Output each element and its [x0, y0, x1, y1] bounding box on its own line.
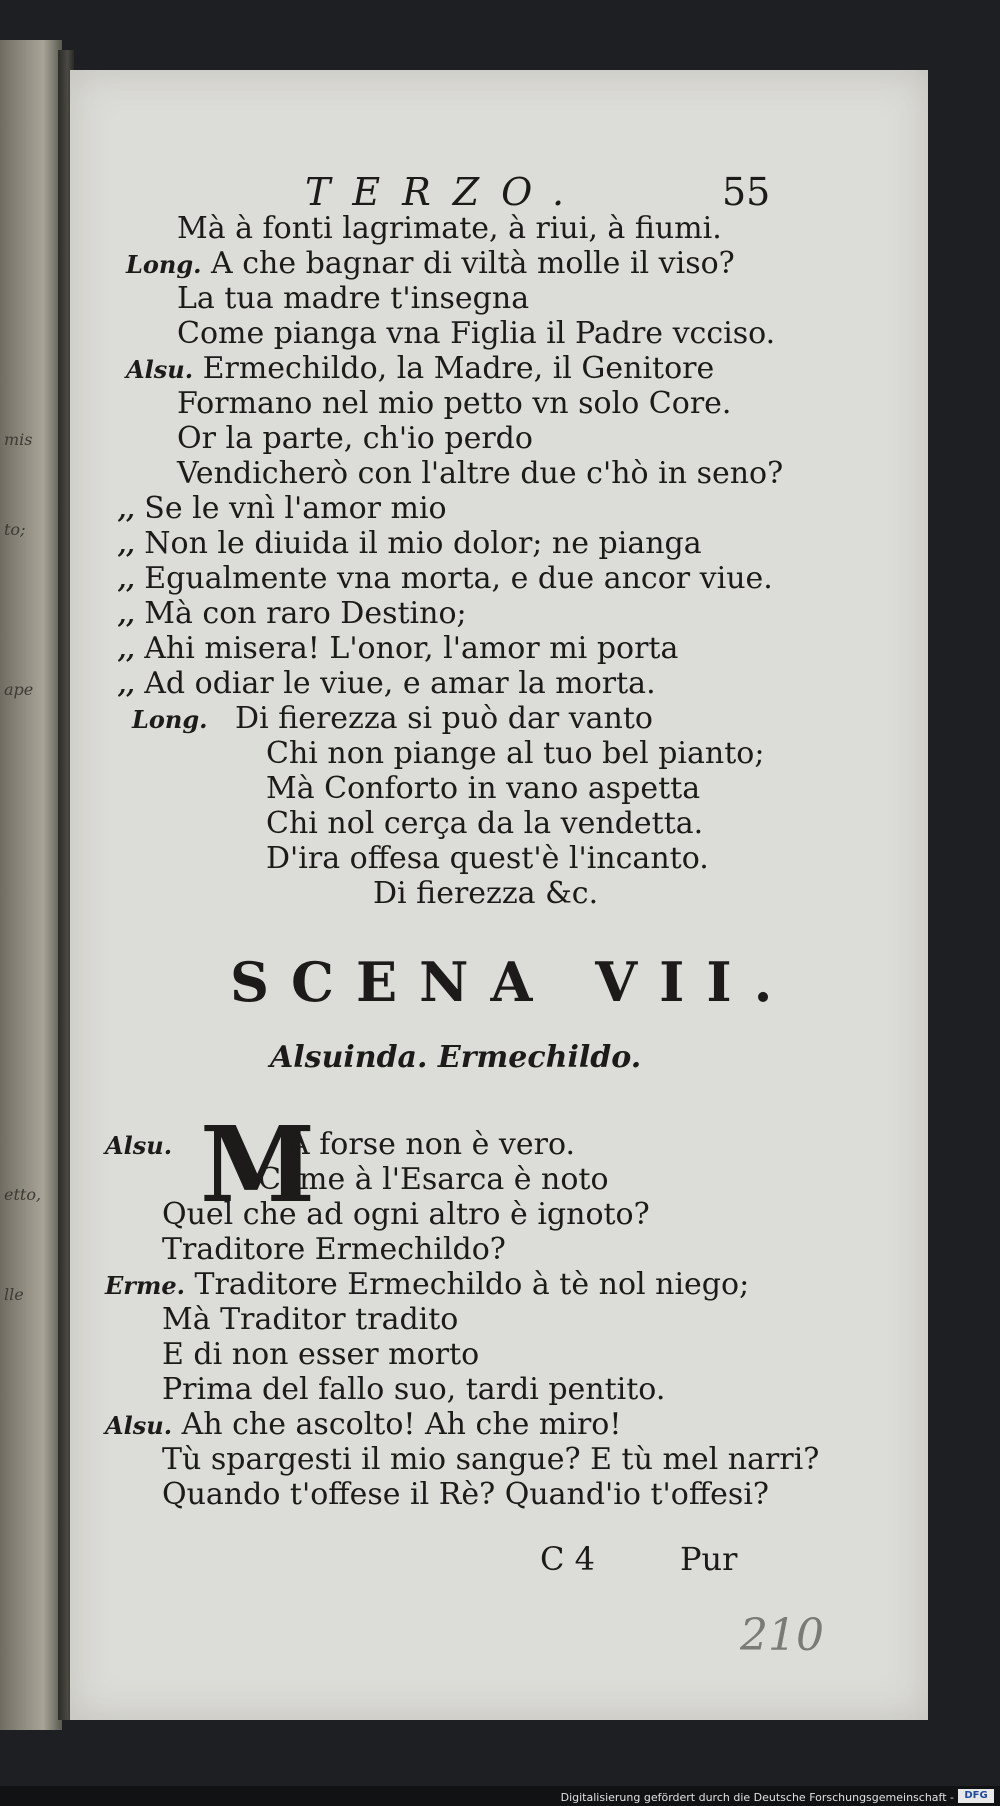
quotation-marker: ,, [118, 670, 135, 699]
digitization-credit: Digitalisierung gefördert durch die Deutsche Forschungsgemeinschaft - [560, 1791, 954, 1804]
verse-text: Ah che ascolto! Ah che miro! [181, 1407, 622, 1442]
verse-text: Mà à fonti lagrimate, à riui, à fiumi. [177, 211, 722, 246]
verse-text: Se le vnì l'amor mio [144, 491, 447, 526]
verse-line [105, 1408, 621, 1443]
verse-line [258, 1163, 609, 1197]
verse-text: Traditore Ermechildo à tè nol niego; [194, 1267, 750, 1302]
aria-line [266, 772, 700, 806]
verse-line [162, 1303, 458, 1337]
aria-line [266, 737, 764, 771]
verse-text: Traditore Ermechildo? [162, 1232, 506, 1267]
verse-text: Di fierezza si può dar vanto [235, 701, 653, 736]
verse-line [162, 1443, 819, 1477]
verse-text: Mà Traditor tradito [162, 1302, 459, 1337]
facing-page-fragment: ape [4, 680, 34, 699]
aria-line [373, 877, 598, 911]
quoted-verse-line [118, 667, 656, 702]
verse-line [177, 282, 529, 316]
quoted-verse-line [118, 492, 447, 527]
verse-line [288, 1128, 575, 1162]
dfg-logo: DFG [958, 1789, 994, 1803]
verse-text: Come pianga vna Figlia il Padre vcciso. [177, 316, 776, 351]
verse-text: Ad odiar le viue, e amar la morta. [144, 666, 656, 701]
speaker-label: Erme. [105, 1271, 185, 1300]
page-text [70, 70, 928, 1720]
page-number: 55 [722, 170, 771, 214]
verse-line [162, 1338, 479, 1372]
verse-text: Or la parte, ch'io perdo [177, 421, 533, 456]
facing-page-fragment: etto, [4, 1185, 42, 1204]
speaker-label: Long. [132, 705, 208, 734]
quoted-verse-line [118, 562, 773, 597]
verse-text: Tù spargesti il mio sangue? E tù mel narri? [162, 1442, 820, 1477]
verse-text: La tua madre t'insegna [177, 281, 530, 316]
verse-text: Egualmente vna morta, e due ancor viue. [144, 561, 773, 596]
verse-text: Di fierezza &c. [373, 876, 599, 911]
verse-text: Prima del fallo suo, tardi pentito. [162, 1372, 666, 1407]
quotation-marker: ,, [118, 495, 135, 524]
verse-text: Formano nel mio petto vn solo Core. [177, 386, 732, 421]
verse-text: Chi non piange al tuo bel pianto; [266, 736, 765, 771]
verse-line [177, 212, 722, 246]
facing-page-text [4, 40, 54, 1730]
verse-line [126, 247, 735, 282]
verse-line [105, 1128, 172, 1163]
quoted-verse-line [118, 597, 467, 632]
speaker-label: Alsu. [126, 355, 194, 384]
scene-cast: Alsuinda. Ermechildo. [270, 1040, 642, 1075]
verse-text: A forse non è vero. [288, 1127, 576, 1162]
aria-line [132, 702, 653, 737]
verse-text: Come à l'Esarca è noto [258, 1162, 609, 1197]
facing-page-fragment: mis [4, 430, 33, 449]
quoted-verse-line [118, 527, 702, 562]
verse-text: Mà Conforto in vano aspetta [266, 771, 701, 806]
verse-line [162, 1478, 769, 1512]
scene-heading: SCENA VII. [230, 950, 795, 1014]
drop-cap: M [200, 1103, 316, 1226]
verse-line [126, 352, 714, 387]
digitization-footer [0, 1786, 1000, 1806]
speaker-label: Alsu. [105, 1411, 173, 1440]
verse-line [162, 1198, 650, 1232]
quotation-marker: ,, [118, 635, 135, 664]
running-head: TERZO. [305, 170, 587, 214]
book-page [70, 70, 928, 1720]
verse-text: Chi nol cerça da la vendetta. [266, 806, 704, 841]
catchword: Pur [680, 1540, 738, 1578]
facing-page-fragment: lle [4, 1285, 24, 1304]
speaker-label: Long. [126, 250, 202, 279]
speaker-label: Alsu. [105, 1131, 173, 1160]
quotation-marker: ,, [118, 565, 135, 594]
verse-text: Quando t'offese il Rè? Quand'io t'offesi? [162, 1477, 770, 1512]
aria-line [266, 842, 709, 876]
quotation-marker: ,, [118, 530, 135, 559]
verse-line [105, 1268, 749, 1303]
signature-mark: C 4 [540, 1540, 596, 1578]
verse-text: Vendicherò con l'altre due c'hò in seno? [177, 456, 784, 491]
pencil-annotation: 210 [740, 1610, 824, 1661]
verse-line [177, 422, 533, 456]
verse-text: D'ira offesa quest'è l'incanto. [266, 841, 709, 876]
verse-text: Ahi misera! L'onor, l'amor mi porta [144, 631, 679, 666]
verse-text: Non le diuida il mio dolor; ne pianga [144, 526, 702, 561]
facing-page-fragment: to; [4, 520, 26, 539]
verse-line [177, 457, 783, 491]
verse-text: Quel che ad ogni altro è ignoto? [162, 1197, 650, 1232]
verse-line [177, 317, 775, 351]
verse-line [177, 387, 731, 421]
verse-text: Mà con raro Destino; [144, 596, 467, 631]
quoted-verse-line [118, 632, 678, 667]
verse-line [162, 1233, 506, 1267]
verse-text: E di non esser morto [162, 1337, 480, 1372]
verse-line [162, 1373, 665, 1407]
quotation-marker: ,, [118, 600, 135, 629]
facing-page-edge [0, 40, 62, 1730]
verse-text: Ermechildo, la Madre, il Genitore [202, 351, 715, 386]
verse-text: A che bagnar di viltà molle il viso? [211, 246, 735, 281]
aria-line [266, 807, 703, 841]
